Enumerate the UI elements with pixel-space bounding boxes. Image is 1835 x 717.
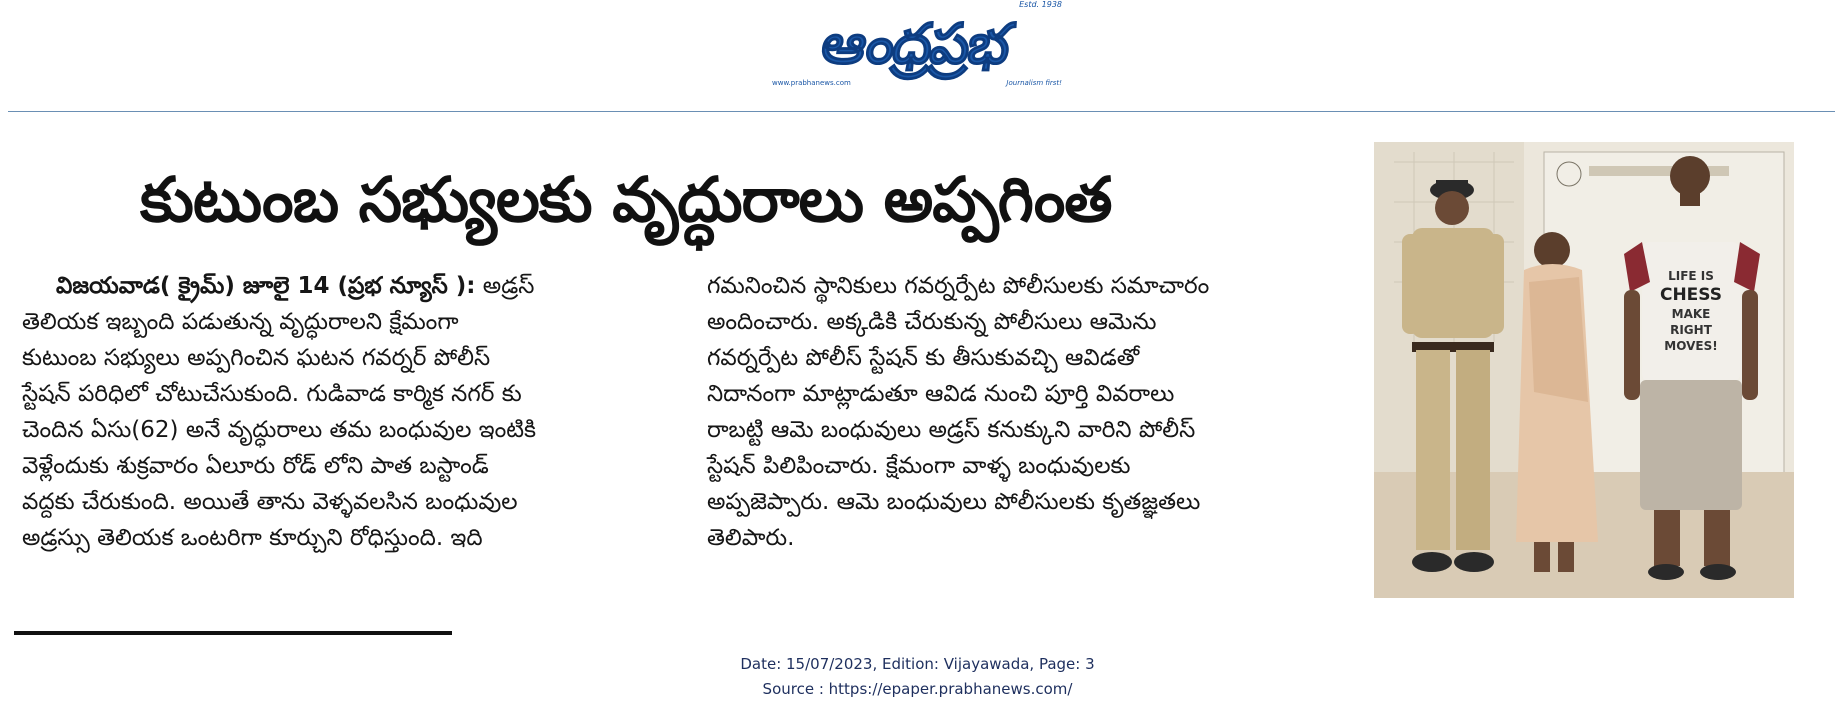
news-photo [1374,142,1794,598]
article-column-2 [707,268,1347,556]
article-end-rule [14,631,452,635]
logo-estd: Estd. 1938 [1019,0,1062,9]
tshirt-text-4: RIGHT [1670,323,1712,337]
article-line: వద్దకు చేరుకుంది. అయితే తాను వెళ్ళవలసిన బంధువుల [22,489,518,515]
article-line: స్టేషన్ పిలిపించారు. క్షేమంగా వాళ్ళ బంధువులకు [707,453,1131,479]
article-line: స్టేషన్ పరిధిలో చోటుచేసుకుంది. గుడివాడ కార్మిక నగర్ కు [22,381,522,407]
tshirt-text-3: MAKE [1671,307,1711,321]
article-line: తెలిపారు. [707,525,795,551]
article-text: అడ్రస్ [475,273,535,299]
logo-wordmark: ఆంధ్రప్రభ [817,12,1013,77]
photo-illustration [1374,142,1794,598]
article-line: అడ్రస్సు తెలియక ఒంటరిగా కూర్చుని రోధిస్తుంది. ఇది [22,525,483,551]
tshirt-text-1: LIFE IS [1668,269,1714,283]
article-line: వెళ్లేందుకు శుక్రవారం ఏలూరు రోడ్ లోని పాత బస్టాండ్ [22,453,489,479]
article-line: రాబట్టి ఆమె బంధువులు అడ్రస్ కనుక్కుని వారిని పోలీస్ [707,417,1196,443]
article-line: అప్పజెప్పారు. ఆమె బంధువులు పోలీసులకు కృతజ్ఞతలు [707,489,1201,515]
article-headline: కుటుంబ సభ్యులకు వృద్ధురాలు అప్పగింత [140,163,1112,236]
article-line [22,268,642,304]
tshirt-text-2: CHESS [1659,285,1723,305]
article-line: గమనించిన స్థానికులు గవర్నర్పేట పోలీసులకు సమాచారం [707,273,1210,299]
logo-url: www.prabhanews.com [772,79,851,87]
masthead-logo [760,0,1070,92]
article-line: తెలియక ఇబ్బంది పడుతున్న వృద్ధురాలని క్షేమంగా [22,309,459,335]
article-line: కుటుంబ సభ్యులు అప్పగించిన ఘటన గవర్నర్ పోలీస్ [22,345,491,371]
tshirt-text-5: MOVES! [1664,339,1718,353]
masthead-divider [8,111,1835,112]
logo-tagline: Journalism first! [1006,79,1062,87]
article-line: చెందిన ఏసు(62) అనే వృద్ధురాలు తమ బంధువుల ఇంటికి [22,417,537,443]
article-line: నిదానంగా మాట్లాడుతూ ఆవిడ నుంచి పూర్తి వివరాలు [707,381,1175,407]
dateline: విజయవాడ( క్రైమ్) జూలై 14 (ప్రభ న్యూస్ ): [56,273,476,299]
footer-source: Source : https://epaper.prabhanews.com/ [762,680,1073,698]
article-line: అందించారు. అక్కడికి చేరుకున్న పోలీసులు ఆమెను [707,309,1157,335]
article-line: గవర్నర్పేట పోలీస్ స్టేషన్ కు తీసుకువచ్చి ఆవిడతో [707,345,1140,371]
footer-date-edition: Date: 15/07/2023, Edition: Vijayawada, Page: 3 [740,655,1095,673]
article-column-1 [22,268,642,556]
